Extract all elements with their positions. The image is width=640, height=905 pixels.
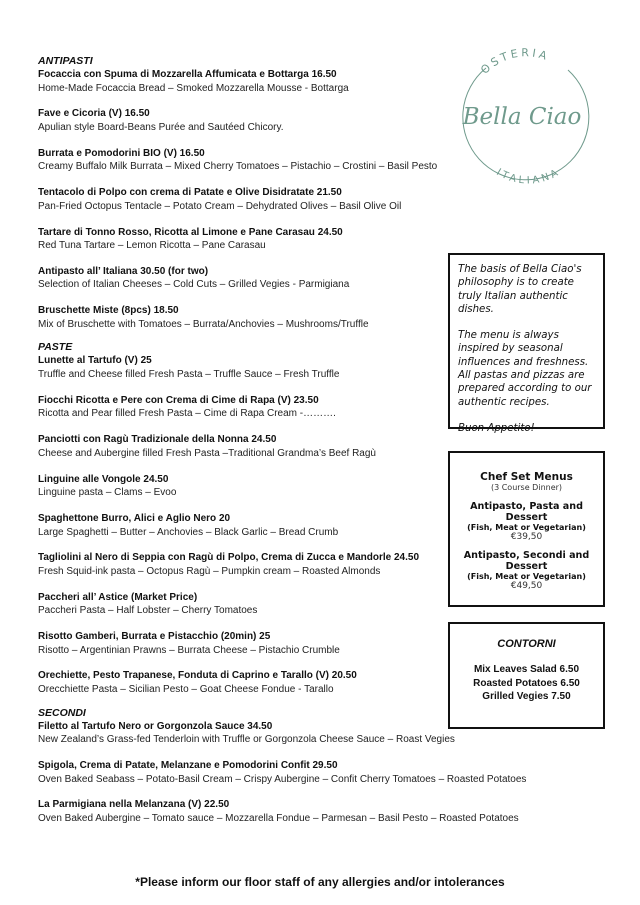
dish-description: Red Tuna Tartare – Lemon Ricotta – Pane Carasau [38,240,266,252]
section-heading: SECONDI [38,706,86,719]
dish-description: Cheese and Aubergine filled Fresh Pasta –Traditional Grandma’s Beef Ragù [38,447,376,459]
dish-name: Focaccia con Spuma di Mozzarella Affumicata e Bottarga 16.50 [38,69,337,80]
dish-name: Antipasto all’ Italiana 30.50 (for two) [38,265,209,277]
menu-item [38,147,458,174]
dish-name: Spigola, Crema di Patate, Melanzane e Pomodorini Confit 29.50 [38,760,338,771]
philosophy-box [448,253,605,434]
set-menus-subtitle: (3 Course Dinner) [490,483,563,492]
dish-description: Oven Baked Aubergine – Tomato sauce – Mozzarella Fondue – Parmesan – Basil Pesto – Roasted Potatoes [38,812,519,824]
dish-name: Lunette al Tartufo (V) 25 [38,355,152,367]
dish-description: Creamy Buffalo Milk Burrata – Mixed Cherry Tomatoes – Pistachio – Crostini – Basil Pesto [38,161,438,173]
section-heading: PASTE [38,341,73,354]
svg-text:OSTERIA: OSTERIA [478,46,552,77]
chef-set-menus-box [448,451,605,607]
set-menu-price: €39,50 [510,532,543,542]
set-menu-choice: (Fish, Meat or Vegetarian) [467,523,586,532]
dish-description: Selection of Italian Cheeses – Cold Cuts – Grilled Vegies - Parmigiana [38,279,350,291]
menu-item [38,473,458,500]
dish-description: Home-Made Focaccia Bread – Smoked Mozzarella Mousse - Bottarga [38,82,349,94]
dish-description: Apulian style Board-Beans Purée and Sautéed Chicory. [38,121,284,133]
set-menus-title: Chef Set Menus [480,471,573,483]
menu-item [38,759,527,786]
dish-description: Mix of Bruschette with Tomatoes – Burrata/Anchovies – Mushrooms/Truffle [38,318,369,330]
dish-name: Paccheri all’ Astice (Market Price) [38,591,198,603]
osteria-bella-ciao-logo [450,40,595,190]
menu-item [38,394,458,421]
dish-description: Risotto – Argentinian Prawns – Burrata Cheese – Pistachio Crumble [38,644,340,656]
menu-item [38,669,458,696]
philosophy-text: The menu is always inspired by seasonal influences and freshness. All pastas and pizzas are prepared according to our authentic recipes. [458,330,592,408]
dish-name: Tartare di Tonno Rosso, Ricotta al Limone e Pane Carasau 24.50 [38,226,343,238]
dish-name: Tagliolini al Nero di Seppia con Ragù di Polpo, Crema di Zucca e Mandorle 24.50 [38,552,420,564]
dish-name: Panciotti con Ragù Tradizionale della Nonna 24.50 [38,434,277,446]
dish-name: La Parmigiana nella Melanzana (V) 22.50 [38,799,230,811]
dish-name: Fiocchi Ricotta e Pere con Crema di Cime di Rapa (V) 23.50 [38,394,319,406]
menu-item [38,512,458,539]
svg-text:Bella Ciao: Bella Ciao [462,104,582,130]
dish-description: Paccheri Pasta – Half Lobster – Cherry Tomatoes [38,605,258,617]
menu-item [38,798,519,825]
dish-name: Bruschette Miste (8pcs) 18.50 [38,305,179,317]
dish-name: Risotto Gamberi, Burrata e Pistacchio (20min) 25 [38,631,271,643]
contorni-item: Mix Leaves Salad 6.50 [473,664,580,675]
dish-name: Spaghettone Burro, Alici e Aglio Nero 20 [38,512,231,524]
menu-item [38,304,458,331]
contorni-item: Roasted Potatoes 6.50 [473,677,580,689]
dish-name: Filetto al Tartufo Nero or Gorgonzola Sauce 34.50 [38,720,273,732]
dish-description: New Zealand’s Grass-fed Tenderloin with Truffle or Gorgonzola Cheese Sauce – Roast Vegies [38,734,455,746]
dish-description: Fresh Squid-ink pasta – Octopus Ragù – Pumpkin cream – Roasted Almonds [38,565,381,577]
dish-description: Pan-Fried Octopus Tentacle – Potato Cream – Dehydrated Olives – Basil Olive Oil [38,200,402,212]
dish-description: Large Spaghetti – Butter – Anchovies – Black Garlic – Bread Crumb [38,526,339,538]
section-heading: ANTIPASTI [38,55,93,67]
dish-description: Truffle and Cheese filled Fresh Pasta – Truffle Sauce – Fresh Truffle [38,369,340,381]
sign-off: Buon Appetito! [458,422,535,434]
menu-item [38,433,458,460]
dish-name: Fave e Cicoria (V) 16.50 [38,108,150,120]
menu-item [38,354,458,381]
dish-name: Linguine alle Vongole 24.50 [38,473,169,485]
menu-item [38,226,458,253]
philosophy-text: The basis of Bella Ciao's philosophy is to create truly Italian authentic dishes. [458,264,582,315]
dish-description: Orecchiette Pasta – Sicilian Pesto – Goat Cheese Fondue - Tarallo [38,684,334,696]
dish-name: Orechiette, Pesto Trapanese, Fonduta di Caprino e Tarallo (V) 20.50 [38,670,357,682]
menu-item [38,630,458,657]
menu-item [38,186,458,213]
dish-name: Burrata e Pomodorini BIO (V) 16.50 [38,147,205,159]
svg-text:ITALIANA: ITALIANA [494,166,563,187]
dish-description: Ricotta and Pear filled Fresh Pasta – Cime di Rapa Cream -………. [38,408,336,420]
dish-description: Linguine pasta – Clams – Evoo [38,487,177,499]
dish-description: Oven Baked Seabass – Potato-Basil Cream – Crispy Aubergine – Confit Cherry Tomatoes – Roasted Potatoes [38,773,527,785]
contorni-item: Grilled Vegies 7.50 [482,691,571,702]
menu-item [38,551,458,578]
dish-name: Tentacolo di Polpo con crema di Patate e Olive Disidratate 21.50 [38,187,342,199]
contorni-box [448,622,605,729]
set-menu-option: Antipasto, Pasta and Dessert [470,501,583,523]
contorni-title: CONTORNI [497,638,556,650]
menu-item [38,68,458,95]
menu-item [38,107,458,134]
set-menu-option: Antipasto, Secondi and Dessert [463,550,590,572]
set-menu-price: €49,50 [510,581,543,591]
menu-item [38,720,458,747]
allergy-notice: *Please inform our floor staff of any allergies and/or intolerances [135,875,505,889]
set-menu-choice: (Fish, Meat or Vegetarian) [467,572,586,581]
menu-item [38,265,458,292]
menu-item [38,591,458,618]
